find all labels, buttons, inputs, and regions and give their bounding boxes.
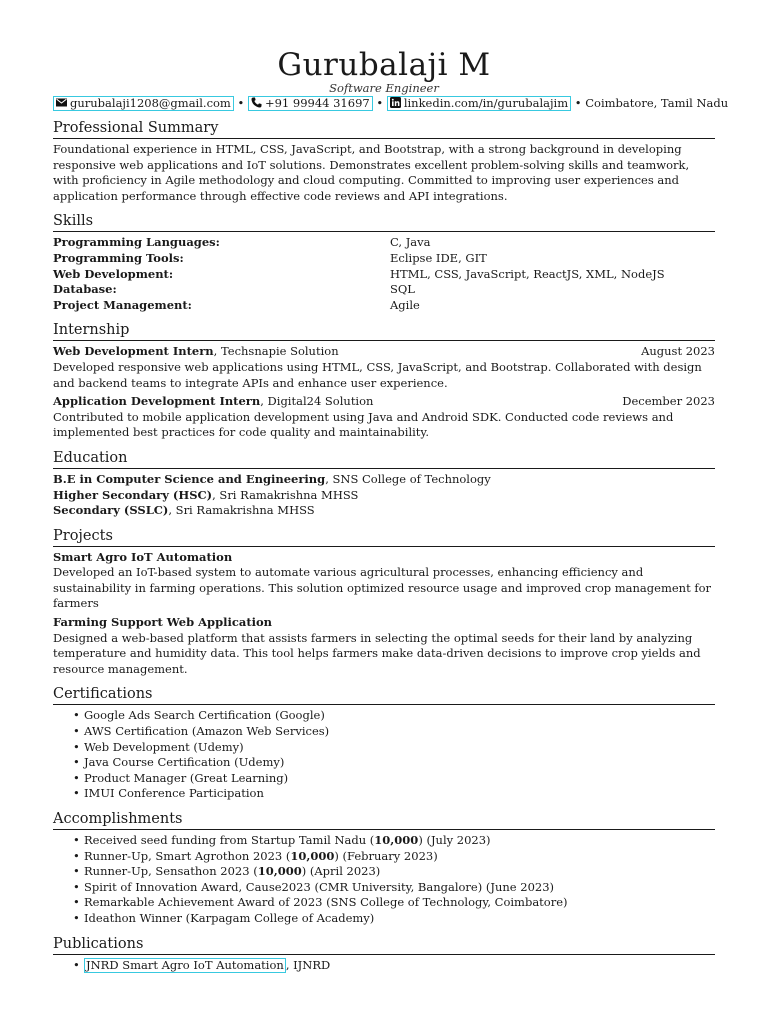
list-item: • Web Development (Udemy) [73,740,715,756]
skill-key: Web Development: [53,266,174,281]
internship-role: Application Development Intern [53,394,261,409]
projects-section [53,528,715,678]
item-amount: 10,000 [374,833,419,847]
item-text: Received seed funding from Startup Tamil Nadu ( [84,833,375,847]
item-text: Runner-Up, Smart Agrothon 2023 ( [84,848,291,863]
education-row [53,488,715,504]
certifications-list [53,708,715,802]
item-text: ) (July 2023) [418,833,491,847]
education-row [53,472,715,488]
section-heading: Education [53,450,715,469]
section-heading: Accomplishments [53,811,715,830]
candidate-name: Gurubalaji M [277,47,491,83]
degree: Higher Secondary (HSC) [53,487,213,502]
skill-value: SQL [390,282,415,297]
project-title: Farming Support Web Application [53,615,273,630]
item-text: Runner-Up, Sensathon 2023 ( [84,864,258,879]
section-heading: Projects [53,528,715,547]
project-description: Developed an IoT-based system to automate various agricultural processes, enhancing efficiency and sustainability in farming operations. This solution optimized resource usage and improved crop management for farmers [53,565,712,611]
publications-section [53,936,715,974]
internship-date: August 2023 [641,344,715,359]
school: , SNS College of Technology [325,471,491,486]
list-item: • IMUI Conference Participation [73,786,715,802]
list-item: • Java Course Certification (Udemy) [73,755,715,771]
item-amount: 10,000 [290,848,335,863]
resume-page [53,47,729,973]
internship-description: Contributed to mobile application development using Java and Android SDK. Conducted code reviews and implemented best practices for code quality and maintainability. [53,409,674,440]
skill-row [53,251,715,267]
list-item: • AWS Certification (Amazon Web Services) [73,724,715,740]
project-entry [53,615,715,677]
item-amount: 10,000 [257,864,302,879]
list-item [73,880,715,896]
list-item [73,958,715,974]
internship-date: December 2023 [622,394,715,409]
job-title: Software Engineer [329,81,439,95]
skill-row [53,267,715,283]
publication-venue: , IJNRD [285,957,331,972]
school: , Sri Ramakrishna MHSS [212,487,359,502]
contact-line [53,95,729,111]
separator: • [376,96,384,110]
internship-entry [53,394,715,441]
list-item [73,911,715,927]
project-entry [53,550,715,612]
skill-value: C, Java [390,235,431,250]
email-text: gurubalaji1208@gmail.com [70,96,231,110]
linkedin-text: linkedin.com/in/gurubalajim [403,96,569,110]
separator: • [237,96,245,110]
publication-link[interactable]: JNRD Smart Agro IoT Automation [86,957,284,972]
publications-list [53,958,715,974]
skill-row [53,282,715,298]
internship-org: , Techsnapie Solution [213,344,339,359]
section-heading: Skills [53,213,715,232]
item-text: ) (April 2023) [301,864,381,879]
degree: B.E in Computer Science and Engineering [53,471,326,486]
internship-role: Web Development Intern [53,344,214,359]
internship-description: Developed responsive web applications using HTML, CSS, JavaScript, and Bootstrap. Collaborated with design and backend teams to integrate APIs and enhance user experience. [53,359,702,390]
location-text: Coimbatore, Tamil Nadu [585,96,729,110]
accomplishments-list [53,833,715,927]
certifications-section [53,686,715,802]
linkedin-icon [390,97,401,108]
project-description: Designed a web-based platform that assists farmers in selecting the optimal seeds for their land by analyzing temperature and humidity data. This tool helps farmers make data-driven decisions to improve crop yields and resource management. [53,630,701,676]
list-item [73,895,715,911]
section-heading: Certifications [53,686,715,705]
skill-value: Eclipse IDE, GIT [390,250,487,265]
list-item: • Product Manager (Great Learning) [73,771,715,787]
list-item [73,833,715,849]
skill-row [53,235,715,251]
separator: • [574,96,582,110]
summary-text: Foundational experience in HTML, CSS, JavaScript, and Bootstrap, with a strong background in developing responsive web applications and IoT solutions. Demonstrates excellent problem-solving skills and teamwork, with proficiency in Agile methodology and cloud computing. Committed to improving user experiences and application performance through effective code reviews and API integrations. [53,142,690,203]
skills-section [53,213,715,313]
linkedin-link[interactable] [387,96,571,111]
education-section [53,450,715,519]
education-row [53,503,715,519]
school: , Sri Ramakrishna MHSS [168,503,315,518]
phone-link[interactable] [248,96,373,111]
phone-icon [251,97,262,108]
list-item: • Google Ads Search Certification (Google) [73,708,715,724]
email-link[interactable] [53,96,234,111]
skill-key: Database: [53,282,117,297]
item-text: ) (February 2023) [334,848,438,863]
section-heading: Internship [53,322,715,341]
skill-row [53,298,715,314]
list-item [73,849,715,865]
project-title: Smart Agro IoT Automation [53,549,233,564]
skill-value: Agile [390,297,420,312]
summary-section [53,120,715,204]
section-heading: Professional Summary [53,120,715,139]
skill-key: Programming Tools: [53,250,184,265]
skill-value: HTML, CSS, JavaScript, ReactJS, XML, NodeJS [390,266,665,281]
skill-key: Project Management: [53,297,192,312]
envelope-icon [56,97,67,108]
list-item [73,864,715,880]
item-text: Ideathon Winner (Karpagam College of Academy) [84,910,375,925]
section-heading: Publications [53,936,715,955]
accomplishments-section [53,811,715,927]
internship-org: , Digital24 Solution [260,394,374,409]
item-text: Spirit of Innovation Award, Cause2023 (CMR University, Bangalore) (June 2023) [84,879,555,894]
internship-section [53,322,715,441]
phone-text: +91 99944 31697 [264,96,370,110]
internship-entry [53,344,715,391]
skill-key: Programming Languages: [53,235,220,250]
degree: Secondary (SSLC) [53,503,169,518]
item-text: Remarkable Achievement Award of 2023 (SNS College of Technology, Coimbatore) [84,895,568,910]
